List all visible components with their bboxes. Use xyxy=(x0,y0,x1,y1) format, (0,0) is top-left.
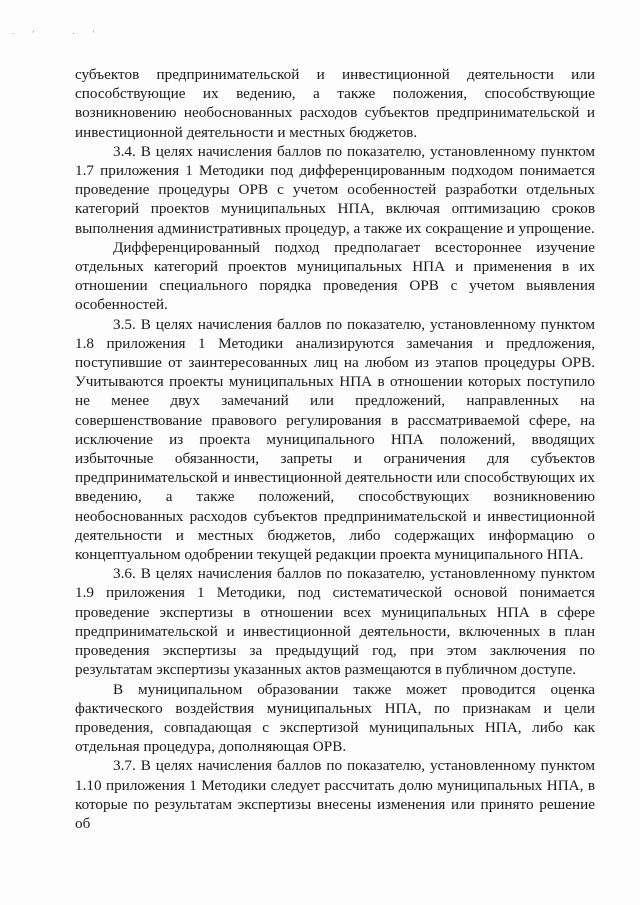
document-body xyxy=(75,65,595,833)
paragraph-3-6: 3.6. В целях начисления баллов по показателю, установленному пунктом 1.9 приложения 1 Методики, под систематической основой понимается проведение экспертизы в отношении всех муниципальных НПА в сфере предпринимательской и инвестиционной деятельности, включенных в план проведения экспертизы за предыдущий год, при этом заключения по результатам экспертизы указанных актов размещаются в публичном доступе. xyxy=(75,565,595,679)
paragraph-continuation: субъектов предпринимательской и инвестиционной деятельности или способствующие их ведению, а также положения, способствующие возникновению необоснованных расходов субъектов предпринимательской и инвестиционной деятельности и местных бюджетов. xyxy=(75,66,595,141)
paragraph-municipal-assessment: В муниципальном образовании также может проводится оценка фактического воздействия муниципальных НПА, по признакам и цели проведения, совпадающая с экспертизой муниципальных НПА, либо как отдельная процедура, дополняющая ОРВ. xyxy=(75,680,595,756)
scan-artifact-marks: ·' ·' xyxy=(12,30,113,38)
paragraph-3-7: 3.7. В целях начисления баллов по показателю, установленному пунктом 1.10 приложения 1 Методики следует рассчитать долю муниципальных НПА, в которые по результатам экспертизы внесены изменения или принято решение об xyxy=(75,757,595,832)
paragraph-3-4: 3.4. В целях начисления баллов по показателю, установленному пунктом 1.7 приложения 1 Методики под дифференцированным подходом понимается проведение процедуры ОРВ с учетом особенностей разработки отдельных категорий проектов муниципальных НПА, включая оптимизацию сроков выполнения административных процедур, а также их сокращение и упрощение. xyxy=(75,142,595,237)
paragraph-differentiated-approach: Дифференцированный подход предполагает всестороннее изучение отдельных категорий проектов муниципальных НПА и применения в их отношении специального порядка проведения ОРВ с учетом выявления особенностей. xyxy=(75,238,595,314)
paragraph-3-5: 3.5. В целях начисления баллов по показателю, установленному пунктом 1.8 приложения 1 Методики анализируются замечания и предложения, поступившие от заинтересованных лиц на любом из этапов процедуры ОРВ. Учитываются проекты муниципальных НПА в отношении которых поступило не менее двух замечаний или предложений, направленных на совершенствование правового регулирования в рассматриваемой сфере, на исключение из проекта муниципального НПА положений, вводящих избыточные обязанности, запреты и ограничения для субъектов предпринимательской и инвестиционной деятельности или способствующих их введению, а также положений, способствующих возникновению необоснованных расходов субъектов предпринимательской и инвестиционной деятельности и местных бюджетов, либо содержащих информацию о концептуальном одобрении текущей редакции проекта муниципального НПА. xyxy=(75,315,595,564)
